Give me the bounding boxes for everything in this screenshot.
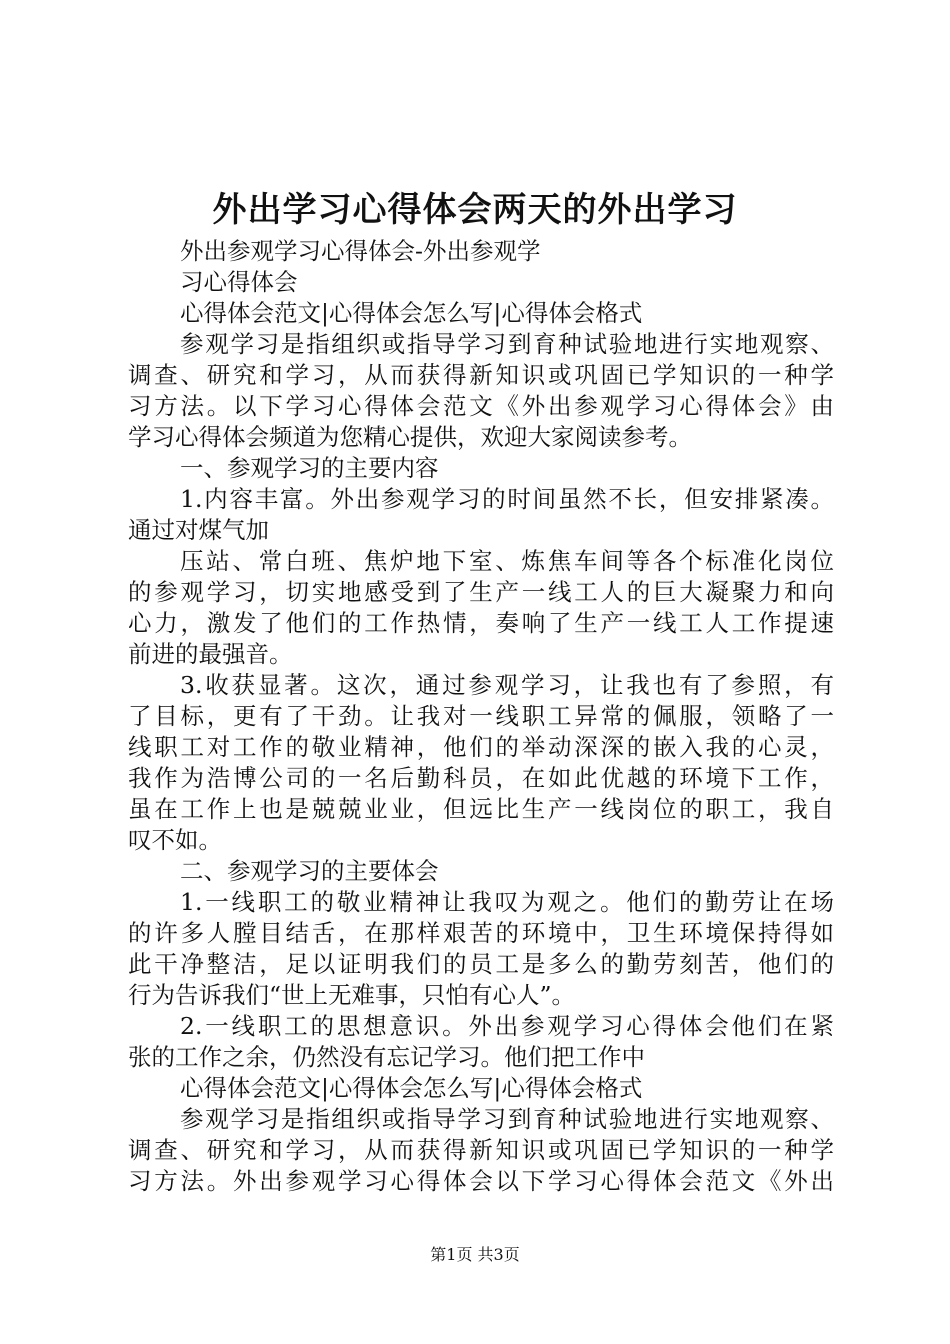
text-line: 压站、常白班、焦炉地下室、炼焦车间等各个标准化岗位 [180,547,834,575]
text-line: 学习心得体会频道为您精心提供，欢迎大家阅读参考。 [128,423,692,451]
text-line: 的参观学习，切实地感受到了生产一线工人的巨大凝聚力和向 [128,578,834,606]
text-line: 调查、研究和学习，从而获得新知识或巩固已学知识的一种学 [128,1136,834,1164]
text-line: 1.内容丰富。外出参观学习的时间虽然不长，但安排紧凑。 [180,485,834,513]
text-line: 此干净整洁，足以证明我们的员工是多么的勤劳刻苦，他们的 [128,950,834,978]
text-line: 外出参观学习心得体会-外出参观学 [180,237,541,265]
text-line: 习心得体会 [180,268,298,296]
text-line: 习方法。外出参观学习心得体会以下学习心得体会范文《外出 [128,1167,834,1195]
text-line: 心得体会范文|心得体会怎么写|心得体会格式 [180,299,643,327]
text-line: 2.一线职工的思想意识。外出参观学习心得体会他们在紧 [180,1012,834,1040]
text-line: 虽在工作上也是兢兢业业，但远比生产一线岗位的职工，我自 [128,795,834,823]
text-line: 调查、研究和学习，从而获得新知识或巩固已学知识的一种学 [128,361,834,389]
text-line: 3.收获显著。这次，通过参观学习，让我也有了参照，有 [180,671,834,699]
text-line: 二、参观学习的主要体会 [180,857,439,885]
text-line: 了目标，更有了干劲。让我对一线职工异常的佩服，领略了一 [128,702,834,730]
document-title: 外出学习心得体会两天的外出学习 [212,190,738,230]
text-line: 行为告诉我们“世上无难事，只怕有心人”。 [128,981,576,1009]
document-body [128,236,834,1197]
page-footer: 第1页 共3页 [430,1245,520,1264]
text-line: 通过对煤气加 [128,516,269,544]
text-line: 张的工作之余，仍然没有忘记学习。他们把工作中 [128,1043,645,1071]
text-line: 习方法。以下学习心得体会范文《外出参观学习心得体会》由 [128,392,834,420]
text-line: 心得体会范文|心得体会怎么写|心得体会格式 [180,1074,643,1102]
text-line: 的许多人膛目结舌，在那样艰苦的环境中，卫生环境保持得如 [128,919,834,947]
text-line: 前进的最强音。 [128,640,293,668]
text-line: 线职工对工作的敬业精神，他们的举动深深的嵌入我的心灵， [128,733,834,761]
text-line: 叹不如。 [128,826,222,854]
text-line: 心力，激发了他们的工作热情，奏响了生产一线工人工作提速 [128,609,834,637]
text-line: 一、参观学习的主要内容 [180,454,439,482]
text-line: 1.一线职工的敬业精神让我叹为观之。他们的勤劳让在场 [180,888,834,916]
text-line: 参观学习是指组织或指导学习到育种试验地进行实地观察、 [180,1105,834,1133]
text-line: 我作为浩博公司的一名后勤科员，在如此优越的环境下工作， [128,764,834,792]
text-line: 参观学习是指组织或指导学习到育种试验地进行实地观察、 [180,330,834,358]
